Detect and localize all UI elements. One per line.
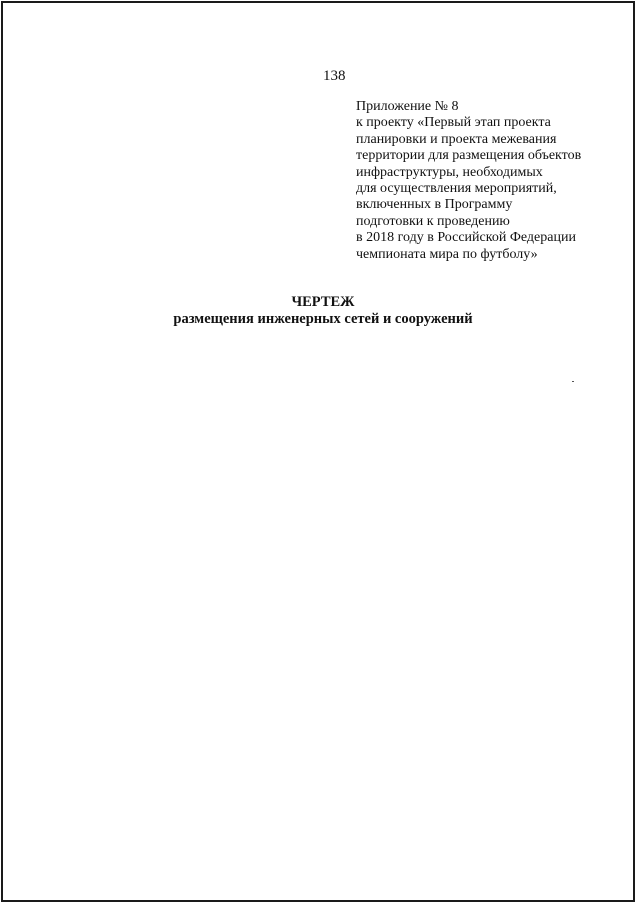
- appendix-line: планировки и проекта межевания: [356, 131, 557, 147]
- drawing-title: ЧЕРТЕЖ: [291, 294, 355, 310]
- page-number: 138: [323, 68, 346, 84]
- scan-speck: [572, 381, 574, 382]
- appendix-note: [356, 99, 626, 263]
- appendix-line: к проекту «Первый этап проекта: [356, 115, 551, 131]
- appendix-line: чемпионата мира по футболу»: [356, 246, 538, 262]
- appendix-line: инфраструктуры, необходимых: [356, 164, 543, 180]
- appendix-line: территории для размещения объектов: [356, 148, 582, 164]
- appendix-line: подготовки к проведению: [356, 213, 510, 229]
- appendix-line: для осуществления мероприятий,: [356, 181, 557, 197]
- appendix-line: в 2018 году в Российской Федерации: [356, 230, 576, 246]
- appendix-line: Приложение № 8: [356, 99, 459, 114]
- appendix-line: включенных в Программу: [356, 197, 513, 213]
- drawing-subtitle: размещения инженерных сетей и сооружений: [173, 311, 473, 327]
